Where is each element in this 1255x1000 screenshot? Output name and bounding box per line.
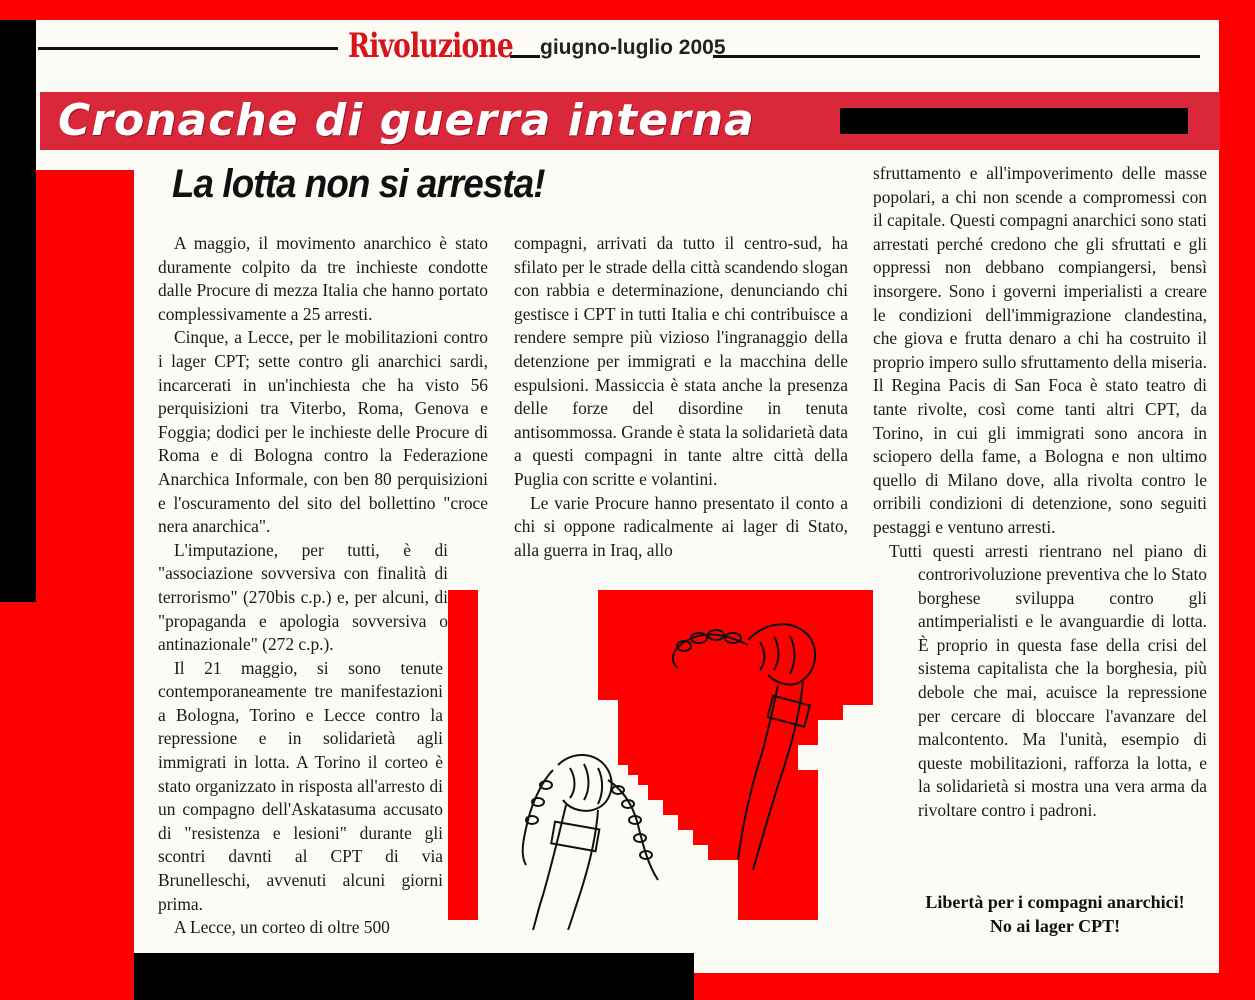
paragraph: A Lecce, un corteo di oltre 500 [174, 917, 390, 938]
masthead-rule [510, 55, 540, 58]
paragraph: A maggio, il movimento anarchico è stato duramente colpito da tre inchieste condotte dalle Procure di mezza Italia che hanno portato complessivamente a 25 arresti. [158, 233, 488, 324]
black-border-left [0, 20, 36, 602]
paragraph: Cinque, a Lecce, per le mobilitazioni contro i lager CPT; sette contro gli anarchici sardi, incarcerati in un'inchiesta che ha visto 56 perquisizioni tra Viterbo, Roma, Genova e Foggia; dodici per le inchieste delle Procure di Roma e di Bologna contro la Federazione Anarchica Informale, con ben 80 perquisizioni e l'oscuramento del sito del bollettino "croce nera anarchica". [158, 327, 488, 537]
red-margin-cutout [36, 170, 134, 1000]
paragraph: L'imputazione, per tutti, è di "associazione sovversiva con finalità di terrorismo" (270bis c.p.) e, per alcuni, di "propaganda e apologia sovversiva o antinazionale" (272 c.p.). [158, 539, 448, 655]
paragraph: sfruttamento e all'impoverimento delle masse popolari, a chi non scende a compromessi con il capitale. Questi compagni anarchici sono stati arrestati perché credono che gli sfruttati e gli oppressi non debbano compiangersi, bensì insorgere. Sono i governi imperialisti a creare le condizioni dell'immigrazione clandestina, che giova e frutta denaro a chi ha costruito il proprio impero sullo sfruttamento della miseria. Il Regina Pacis di San Foca è stato teatro di tante rivolte, così come tanti altri CPT, da Torino, in cui gli immigrati sono ancora in sciopero della fame, a Bologna e non ultimo quello di Milano dove, alla rivolta contro le orribili condizioni di detenzione, sono seguiti pestaggi e ventuno arresti. [873, 163, 1207, 537]
article-headline: La lotta non si arresta! [172, 162, 545, 206]
slogan-line: Libertà per i compagni anarchici! [925, 892, 1185, 912]
section-title: Cronache di guerra interna [58, 95, 755, 146]
paragraph: Le varie Procure hanno presentato il conto a chi si oppone radicalmente ai lager di Stato, alla guerra in Iraq, allo [514, 492, 848, 560]
article-column-3 [873, 162, 1207, 823]
paragraph: Il 21 maggio, si sono tenute contemporaneamente tre manifestazioni a Bologna, Torino e Lecce contro la repressione e in solidarietà agli immigrati in lotta. A Torino il corteo è stato organizzato in risposta all'arresto di un compagno dell'Askatasuma accusato di "resistenza e lesioni" durante gli scontri davnti al CPT di via Brunelleschi, avvenuti alcuni giorni prima. [158, 657, 443, 914]
masthead-rule [38, 47, 338, 50]
raised-chained-fists-icon [448, 590, 873, 930]
redaction-bar [840, 108, 1188, 134]
issue-date: giugno-luglio 2005 [540, 36, 726, 59]
masthead-rule [713, 55, 1200, 58]
article-column-1 [158, 232, 488, 940]
paragraph: Tutti questi arresti rientrano nel piano di controrivoluzione preventiva che lo Stato borghese sviluppa contro gli antimperialisti e le avanguardie di lotta. È proprio in questa fase della crisi del sistema capitalista che la borghesia, più debole che mai, acuisce la repressione per cercare di bloccare l'avanzare del malcontento. Ma l'unità, esempio di queste mobilitazioni, rafforza la lotta, e la solidarietà si mostra una vera arma da rivoltare contro i padroni. [889, 540, 1207, 821]
journal-name: Rivoluzione [348, 26, 513, 66]
slogan-line: No ai lager CPT! [989, 916, 1121, 936]
paragraph: compagni, arrivati da tutto il centro-sud, ha sfilato per le strade della città scandendo slogan con rabbia e determinazione, denunciando chi gestisce i CPT in tutti Italia e chi contribuisce a rendere sempre più vizioso l'ingranaggio della detenzione per immigrati e la macchina delle espulsioni. Massiccia è stata anche la presenza delle forze del disordine in tenuta antisommossa. Grande è stata la solidarietà data a questi compagni in tante altre città della Puglia con scritte e volantini. [514, 233, 848, 489]
black-border-bottom [134, 953, 694, 1000]
article-column-2 [514, 232, 848, 562]
closing-slogan [880, 890, 1230, 938]
